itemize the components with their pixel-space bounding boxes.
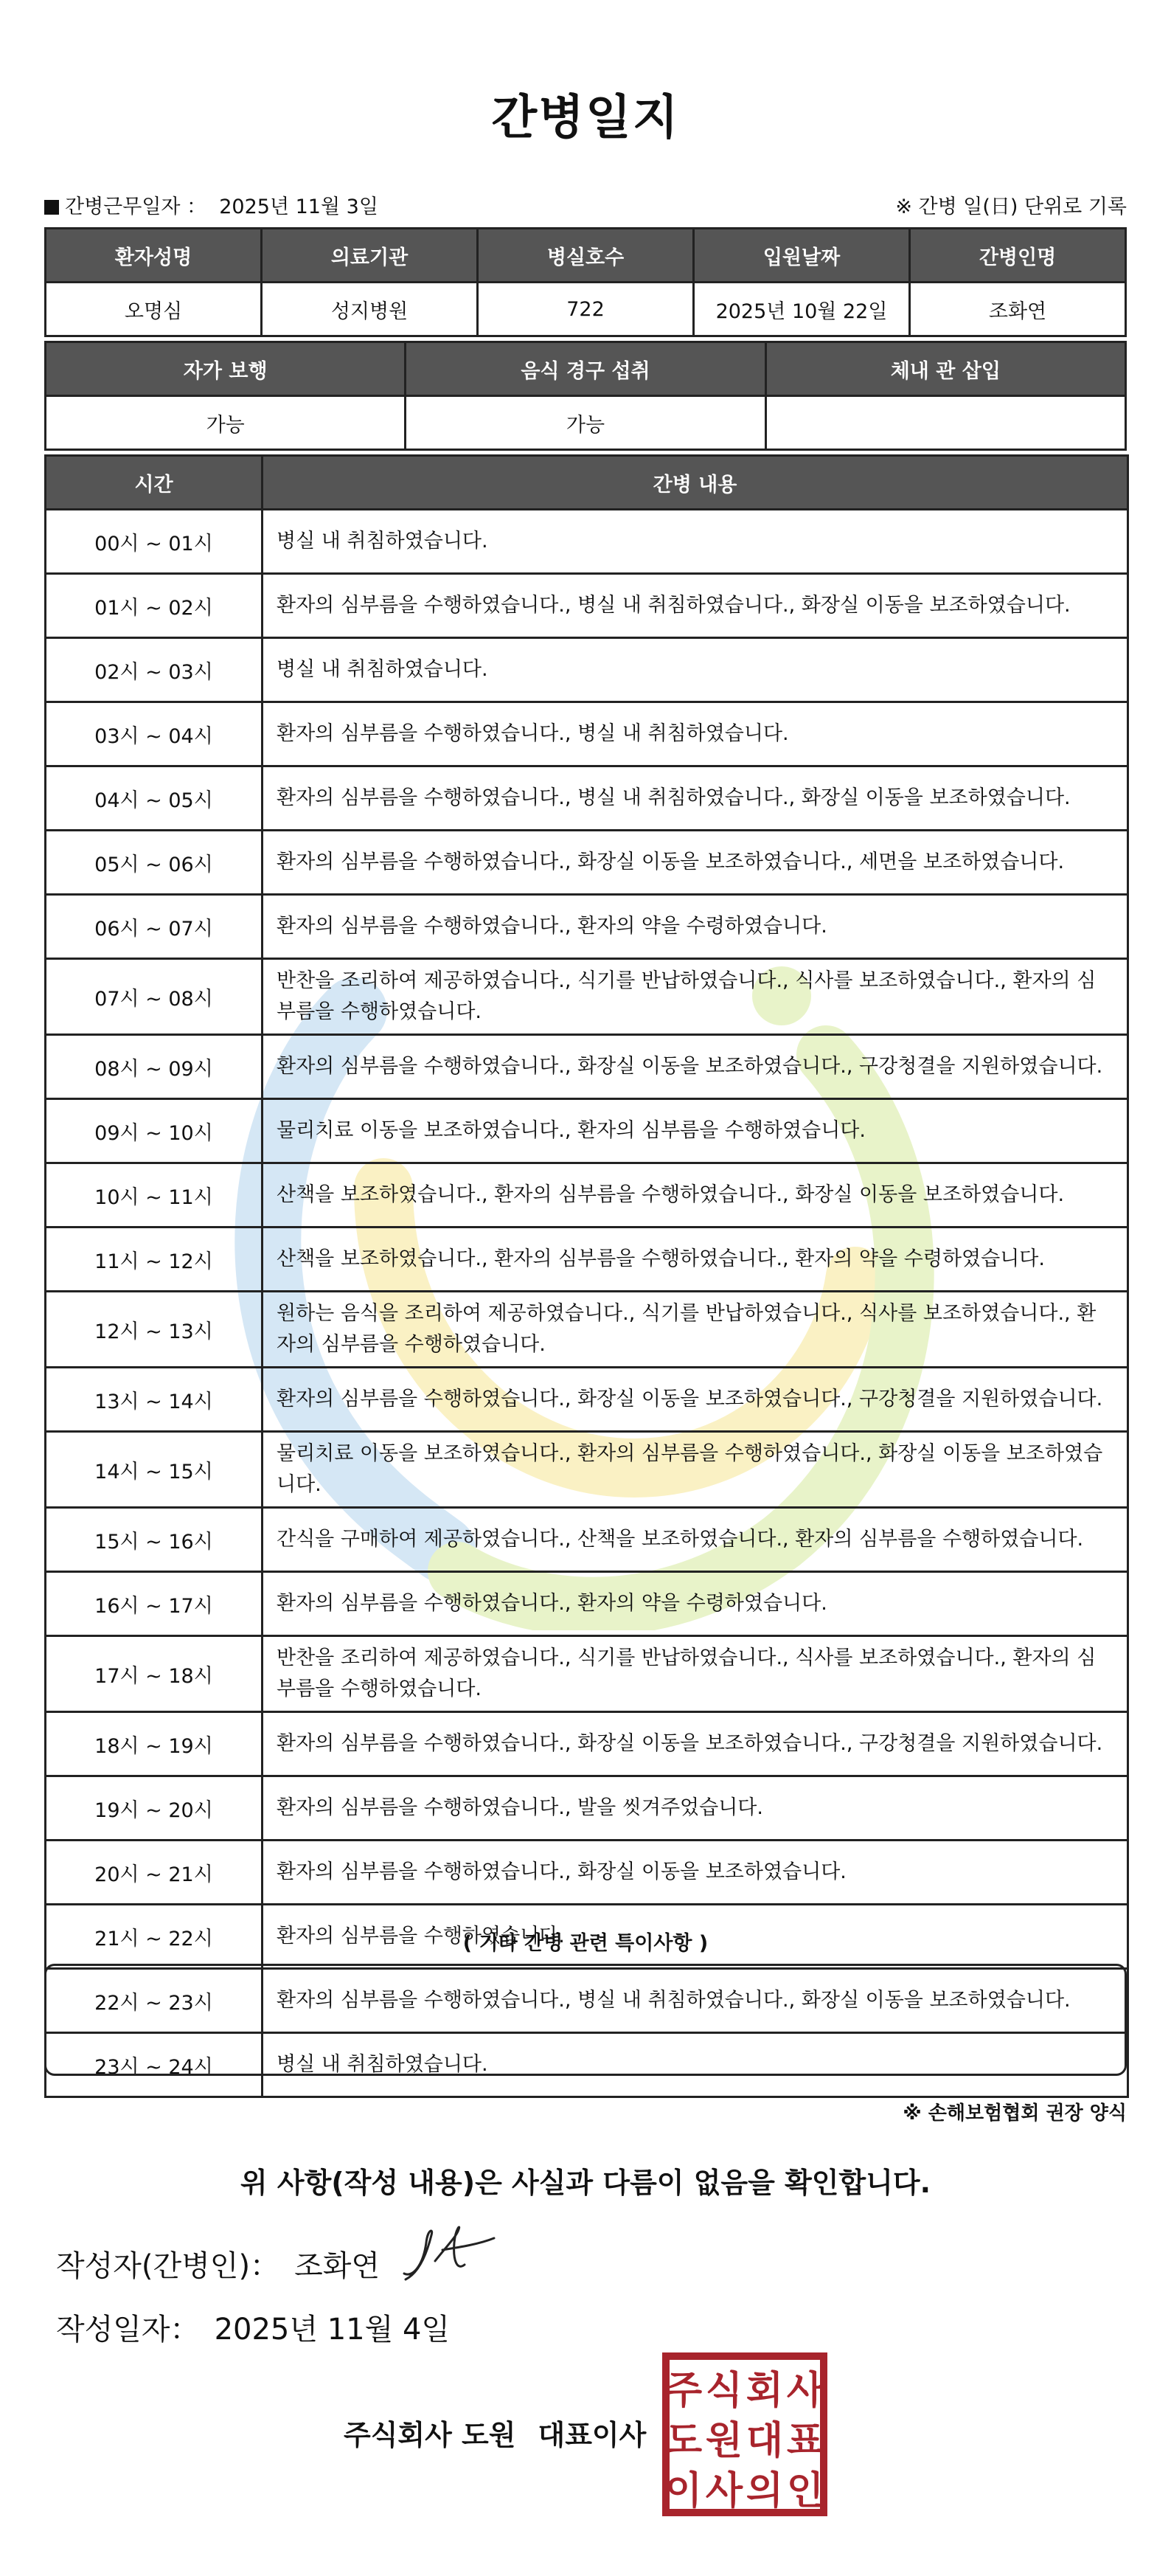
log-row (46, 959, 1128, 1035)
log-row (46, 766, 1128, 831)
log-time-cell: 23시 ~ 24시 (46, 2033, 263, 2097)
log-time-cell: 18시 ~ 19시 (46, 1712, 263, 1776)
log-row (46, 895, 1128, 959)
seal-character: 사 (705, 2469, 743, 2513)
header-admission-date: 입원날짜 (694, 229, 910, 283)
log-content-cell: 환자의 심부름을 수행하였습니다., 발을 씻겨주었습니다. (263, 1776, 1128, 1841)
seal-character: 주 (664, 2369, 703, 2413)
patient-value-row (46, 283, 1126, 336)
written-date-label: 작성일자： (56, 2313, 200, 2347)
log-time-cell: 04시 ~ 05시 (46, 766, 263, 831)
log-content-cell: 환자의 심부름을 수행하였습니다., 병실 내 취침하였습니다., 화장실 이동을 보조하였습니다. (263, 766, 1128, 831)
square-bullet-icon (44, 200, 59, 215)
seal-character: 식 (705, 2369, 743, 2413)
log-header-row (46, 456, 1128, 510)
status-header-row (46, 342, 1126, 396)
confirmation-statement: 위 사항(작성 내용)은 사실과 다름이 없음을 확인합니다. (240, 2167, 931, 2199)
seal-character: 대 (746, 2419, 784, 2463)
log-content-cell: 간식을 구매하여 제공하였습니다., 산책을 보조하였습니다., 환자의 심부름을 수행하였습니다. (263, 1508, 1128, 1572)
log-row (46, 1035, 1128, 1099)
work-date-label: 간병근무일자 ： (65, 195, 207, 218)
log-content-cell: 환자의 심부름을 수행하였습니다., 병실 내 취침하였습니다., 화장실 이동을 보조하였습니다. (263, 574, 1128, 638)
special-notes-box (44, 1964, 1127, 2076)
log-time-cell: 06시 ~ 07시 (46, 895, 263, 959)
log-content-cell: 산책을 보조하였습니다., 환자의 심부름을 수행하였습니다., 환자의 약을 수령하였습니다. (263, 1228, 1128, 1292)
log-time-cell: 08시 ~ 09시 (46, 1035, 263, 1099)
log-content-cell: 병실 내 취침하였습니다. (263, 638, 1128, 702)
room-number-value: 722 (478, 283, 694, 336)
header-room-number: 병실호수 (478, 229, 694, 283)
seal-character: 의 (746, 2469, 784, 2513)
header-tube-insertion: 체내 관 삽입 (765, 342, 1125, 396)
log-time-cell: 16시 ~ 17시 (46, 1572, 263, 1636)
log-time-cell: 21시 ~ 22시 (46, 1905, 263, 1969)
log-row (46, 1368, 1128, 1432)
seal-character: 인 (786, 2469, 824, 2513)
log-time-cell: 05시 ~ 06시 (46, 831, 263, 895)
log-content-cell: 물리치료 이동을 보조하였습니다., 환자의 심부름을 수행하였습니다. (263, 1099, 1128, 1163)
status-value-row (46, 396, 1126, 450)
log-row (46, 510, 1128, 574)
log-row (46, 1572, 1128, 1636)
log-row (46, 638, 1128, 702)
seal-character: 회 (746, 2369, 784, 2413)
log-content-cell: 산책을 보조하였습니다., 환자의 심부름을 수행하였습니다., 화장실 이동을 보조하였습니다. (263, 1163, 1128, 1228)
log-row (46, 1292, 1128, 1368)
header-time: 시간 (46, 456, 263, 510)
log-row (46, 1776, 1128, 1841)
log-time-cell: 01시 ~ 02시 (46, 574, 263, 638)
special-notes-title: ( 기타 간병 관련 특이사항 ) (462, 1932, 709, 1955)
log-content-cell: 원하는 음식을 조리하여 제공하였습니다., 식기를 반납하였습니다., 식사를 보조하였습니다., 환자의 심부름을 수행하였습니다. (263, 1292, 1128, 1368)
insurance-association-note: ※ 손해보험협회 권장 양식 (903, 2102, 1127, 2125)
log-time-cell: 13시 ~ 14시 (46, 1368, 263, 1432)
unit-note: ※ 간병 일(日) 단위로 기록 (895, 195, 1127, 218)
work-date-line (44, 190, 378, 219)
seal-character: 이 (664, 2469, 703, 2513)
writer-line (56, 2243, 380, 2285)
company-representative: 대표이사 (538, 2419, 647, 2451)
admission-date-value: 2025년 10월 22일 (694, 283, 910, 336)
log-time-cell: 10시 ~ 11시 (46, 1163, 263, 1228)
seal-character: 사 (786, 2369, 824, 2413)
log-time-cell: 22시 ~ 23시 (46, 1969, 263, 2033)
log-content-cell: 환자의 심부름을 수행하였습니다., 병실 내 취침하였습니다., 화장실 이동을 보조하였습니다. (263, 1969, 1128, 2033)
log-row (46, 1636, 1128, 1712)
log-content-cell: 환자의 심부름을 수행하였습니다., 병실 내 취침하였습니다. (263, 702, 1128, 766)
log-row (46, 702, 1128, 766)
tube-insertion-value (765, 396, 1125, 450)
patient-status-table (44, 341, 1127, 451)
log-row (46, 1712, 1128, 1776)
seal-character: 원 (705, 2419, 743, 2463)
log-row (46, 1163, 1128, 1228)
log-time-cell: 11시 ~ 12시 (46, 1228, 263, 1292)
log-row (46, 1841, 1128, 1905)
log-body (46, 510, 1128, 2097)
company-signature-line (344, 2412, 646, 2453)
log-row (46, 1508, 1128, 1572)
log-time-cell: 03시 ~ 04시 (46, 702, 263, 766)
log-time-cell: 00시 ~ 01시 (46, 510, 263, 574)
log-content-cell: 반찬을 조리하여 제공하였습니다., 식기를 반납하였습니다., 식사를 보조하였습니다., 환자의 심부름을 수행하였습니다. (263, 959, 1128, 1035)
header-care-content: 간병 내용 (263, 456, 1128, 510)
log-time-cell: 14시 ~ 15시 (46, 1432, 263, 1508)
header-walking: 자가 보행 (46, 342, 406, 396)
log-row (46, 574, 1128, 638)
log-content-cell: 환자의 심부름을 수행하였습니다., 화장실 이동을 보조하였습니다., 구강청결을 지원하였습니다. (263, 1368, 1128, 1432)
log-content-cell: 물리치료 이동을 보조하였습니다., 환자의 심부름을 수행하였습니다., 화장실 이동을 보조하였습니다. (263, 1432, 1128, 1508)
log-time-cell: 19시 ~ 20시 (46, 1776, 263, 1841)
header-patient-name: 환자성명 (46, 229, 262, 283)
hourly-log-table (44, 454, 1129, 2098)
log-time-cell: 12시 ~ 13시 (46, 1292, 263, 1368)
seal-character: 표 (786, 2419, 824, 2463)
log-content-cell: 병실 내 취침하였습니다. (263, 510, 1128, 574)
caregiver-name-value: 조화연 (910, 283, 1126, 336)
log-time-cell: 17시 ~ 18시 (46, 1636, 263, 1712)
log-time-cell: 02시 ~ 03시 (46, 638, 263, 702)
handwritten-signature (391, 2220, 501, 2287)
oral-intake-value: 가능 (406, 396, 765, 450)
log-content-cell: 환자의 심부름을 수행하였습니다., 화장실 이동을 보조하였습니다., 세면을 보조하였습니다. (263, 831, 1128, 895)
log-content-cell: 환자의 심부름을 수행하였습니다. (263, 1905, 1128, 1969)
patient-info-table (44, 227, 1127, 337)
work-date-value: 2025년 11월 3일 (219, 195, 378, 218)
log-row (46, 1099, 1128, 1163)
log-content-cell: 병실 내 취침하였습니다. (263, 2033, 1128, 2097)
written-date-line (56, 2306, 450, 2348)
log-row (46, 1432, 1128, 1508)
log-time-cell: 15시 ~ 16시 (46, 1508, 263, 1572)
header-hospital: 의료기관 (262, 229, 478, 283)
log-time-cell: 07시 ~ 08시 (46, 959, 263, 1035)
header-oral-intake: 음식 경구 섭취 (406, 342, 765, 396)
log-content-cell: 환자의 심부름을 수행하였습니다., 화장실 이동을 보조하였습니다. (263, 1841, 1128, 1905)
company-seal-stamp (661, 2352, 828, 2517)
writer-label: 작성자(간병인)： (56, 2249, 280, 2283)
document-title: 간병일지 (491, 91, 680, 145)
log-row (46, 831, 1128, 895)
company-name: 주식회사 도원 (344, 2419, 516, 2451)
patient-header-row (46, 229, 1126, 283)
log-content-cell: 환자의 심부름을 수행하였습니다., 환자의 약을 수령하였습니다. (263, 895, 1128, 959)
writer-name: 조화연 (294, 2249, 380, 2283)
patient-name-value: 오명심 (46, 283, 262, 336)
walking-value: 가능 (46, 396, 406, 450)
log-row (46, 1228, 1128, 1292)
log-content-cell: 환자의 심부름을 수행하였습니다., 환자의 약을 수령하였습니다. (263, 1572, 1128, 1636)
hospital-value: 성지병원 (262, 283, 478, 336)
header-caregiver-name: 간병인명 (910, 229, 1126, 283)
written-date-value: 2025년 11월 4일 (214, 2313, 451, 2347)
log-content-cell: 환자의 심부름을 수행하였습니다., 화장실 이동을 보조하였습니다., 구강청결을 지원하였습니다. (263, 1712, 1128, 1776)
log-content-cell: 반찬을 조리하여 제공하였습니다., 식기를 반납하였습니다., 식사를 보조하였습니다., 환자의 심부름을 수행하였습니다. (263, 1636, 1128, 1712)
seal-character: 도 (664, 2419, 703, 2463)
log-time-cell: 09시 ~ 10시 (46, 1099, 263, 1163)
log-content-cell: 환자의 심부름을 수행하였습니다., 화장실 이동을 보조하였습니다., 구강청결을 지원하였습니다. (263, 1035, 1128, 1099)
log-time-cell: 20시 ~ 21시 (46, 1841, 263, 1905)
